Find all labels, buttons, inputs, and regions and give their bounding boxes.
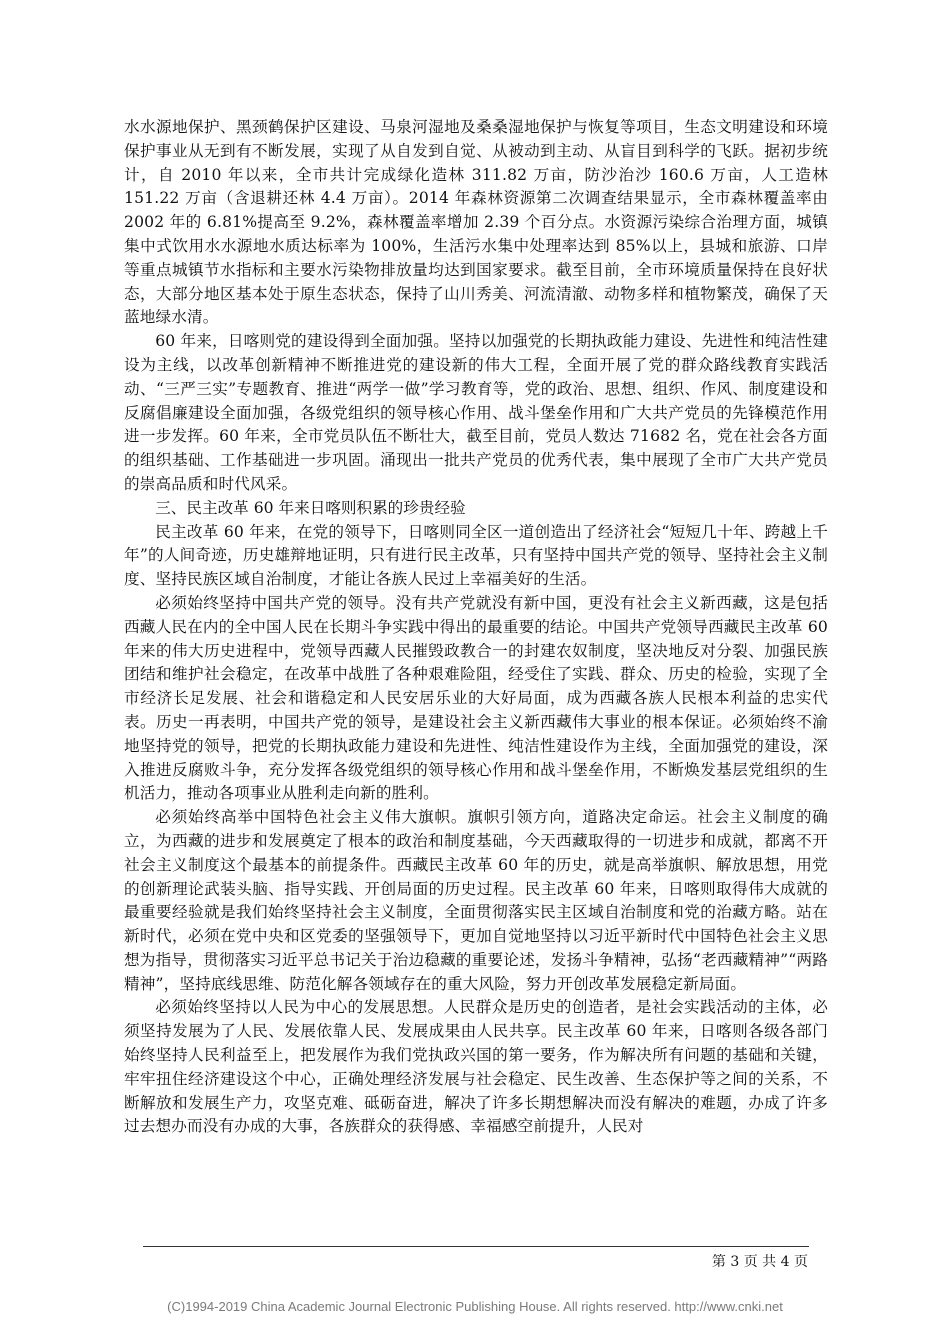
paragraph-party-building: 60 年来，日喀则党的建设得到全面加强。坚持以加强党的长期执政能力建设、先进性和纯洁性建设为主线，以改革创新精神不断推进党的建设新的伟大工程，全面开展了党的群众路线教育实践活动、“三严三实”专题教育、推进“两学一做”学习教育等，党的政治、思想、组织、作风、制度建设和反腐倡廉建设全面加强，各级党组织的领导核心作用、战斗堡垒作用和广大共产党员的先锋模范作用进一步发挥。60 年来，全市党员队伍不断壮大，截至目前，党员人数达 71682 名，党在社会各方面的组织基础、工作基础进一步巩固。涌现出一批共产党员的优秀代表，集中展现了全市广大共产党员的崇高品质和时代风采。 bbox=[124, 332, 828, 493]
copyright-notice: (C)1994-2019 China Academic Journal Electronic Publishing House. All rights reserved. http://www.cnki.net bbox=[167, 1299, 783, 1314]
footer-divider bbox=[143, 1246, 809, 1247]
paragraph-party-leadership: 必须始终坚持中国共产党的领导。没有共产党就没有新中国，更没有社会主义新西藏，这是包括西藏人民在内的全中国人民在长期斗争实践中得出的最重要的结论。中国共产党领导西藏民主改革 60 年来的伟大历史进程中，党领导西藏人民摧毁政教合一的封建农奴制度，坚决地反对分裂、加强民族团结和维护社会稳定，在改革中战胜了各种艰难险阻，经受住了实践、群众、历史的检验，实现了全市经济长足发展、社会和谐稳定和人民安居乐业的大好局面，成为西藏各族人民根本利益的忠实代表。历史一再表明，中国共产党的领导，是建设社会主义新西藏伟大事业的根本保证。必须始终不渝地坚持党的领导，把党的长期执政能力建设和先进性、纯洁性建设作为主线，全面加强党的建设，深入推进反腐败斗争，充分发挥各级党组织的领导核心作用和战斗堡垒作用，不断焕发基层党组织的生机活力，推动各项事业从胜利走向新的胜利。 bbox=[124, 593, 828, 803]
section-heading: 三、民主改革 60 年来日喀则积累的珍贵经验 bbox=[155, 498, 466, 517]
paragraph-ecology: 水水源地保护、黑颈鹤保护区建设、马泉河湿地及桑桑湿地保护与恢复等项目，生态文明建设和环境保护事业从无到有不断发展，实现了从自发到自觉、从被动到主动、从盲目到科学的飞跃。据初步统计，自 2010 年以来，全市共计完成绿化造林 311.82 万亩，防沙治沙 160.6 万亩，人工造林 151.22 万亩（含退耕还林 4.4 万亩）。2014 年森林资源第二次调查结果显示，全市森林覆盖率由 2002 年的 6.81%提高至 9.2%，森林覆盖率增加 2.39 个百分点。水资源污染综合治理方面，城镇集中式饮用水水源地水质达标率为 100%，生活污水集中处理率达到 85%以上，县城和旅游、口岸等重点城镇节水指标和主要水污染物排放量均达到国家要求。截至目前，全市环境质量保持在良好状态，大部分地区基本处于原生态状态，保持了山川秀美、河流清澈、动物多样和植物繁茂，确保了天蓝地绿水清。 bbox=[124, 118, 828, 327]
document-body bbox=[124, 116, 828, 1139]
paragraph-people-centered: 必须始终坚持以人民为中心的发展思想。人民群众是历史的创造者，是社会实践活动的主体，必须坚持发展为了人民、发展依靠人民、发展成果由人民共享。民主改革 60 年来，日喀则各级各部门始终坚持人民利益至上，把发展作为我们党执政兴国的第一要务，作为解决所有问题的基础和关键，牢牢扭住经济建设这个中心，正确处理经济发展与社会稳定、民生改善、生态保护等之间的关系，不断解放和发展生产力，攻坚克难、砥砺奋进，解决了许多长期想解决而没有解决的难题，办成了许多过去想办而没有办成的大事，各族群众的获得感、幸福感空前提升，人民对 bbox=[124, 998, 828, 1136]
paragraph-democratic-reform: 民主改革 60 年来，在党的领导下，日喀则同全区一道创造出了经济社会“短短几十年、跨越上千年”的人间奇迹，历史雄辩地证明，只有进行民主改革，只有坚持中国共产党的领导、坚持社会主义制度、坚持民族区域自治制度，才能让各族人民过上幸福美好的生活。 bbox=[124, 522, 828, 589]
paragraph-socialism-banner: 必须始终高举中国特色社会主义伟大旗帜。旗帜引领方向，道路决定命运。社会主义制度的确立，为西藏的进步和发展奠定了根本的政治和制度基础，今天西藏取得的一切进步和成就，都离不开社会主义制度这个最基本的前提条件。西藏民主改革 60 年的历史，就是高举旗帜、解放思想，用党的创新理论武装头脑、指导实践、开创局面的历史过程。民主改革 60 年来，日喀则取得伟大成就的最重要经验就是我们始终坚持社会主义制度，全面贯彻落实民主区域自治制度和党的治藏方略。站在新时代，必须在党中央和区党委的坚强领导下，更加自觉地坚持以习近平新时代中国特色社会主义思想为指导，贯彻落实习近平总书记关于治边稳藏的重要论述，发扬斗争精神，弘扬“老西藏精神”“两路精神”，坚持底线思维、防范化解各领域存在的重大风险，努力开创改革发展稳定新局面。 bbox=[124, 808, 828, 993]
page-number: 第 3 页 共 4 页 bbox=[711, 1254, 808, 1270]
